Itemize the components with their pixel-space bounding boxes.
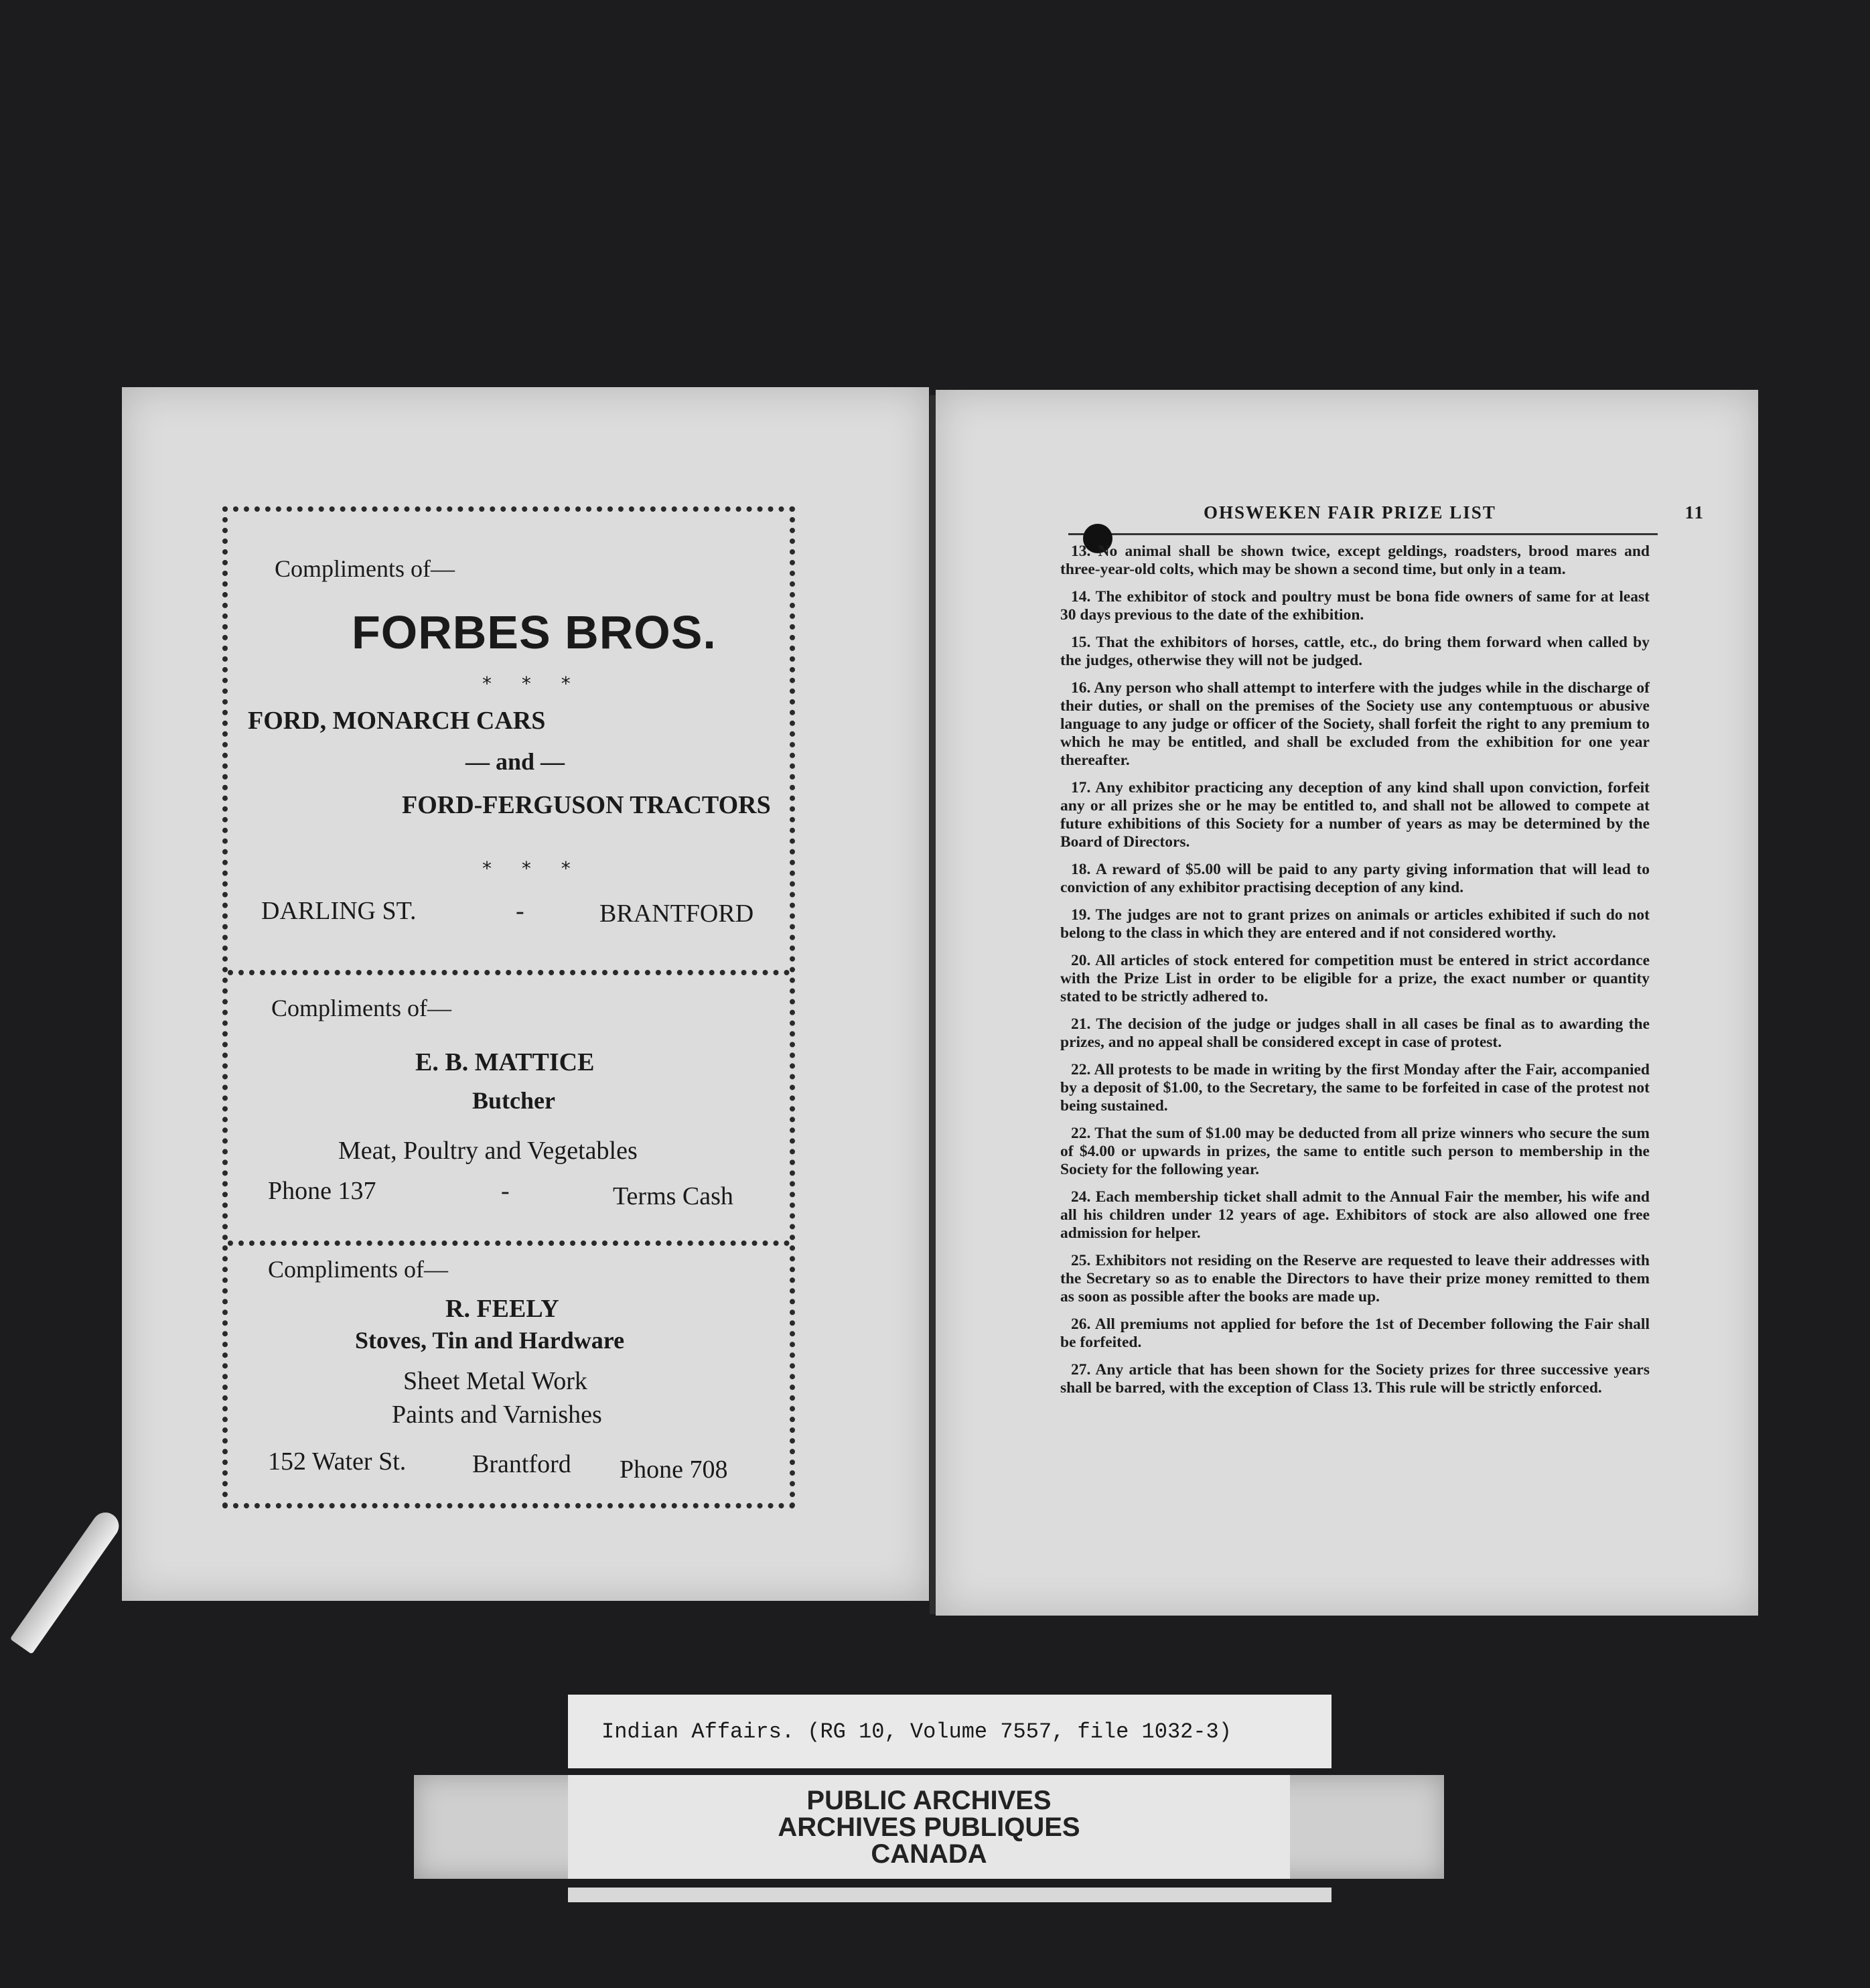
rule-item: 22. That the sum of $1.00 may be deducted from all prize winners who secure the sum of $4.00 or upwards in prizes, the same to entitle such person to membership in the Society for the following year. [1060,1125,1650,1178]
rule-item: 25. Exhibitors not residing on the Reserve are requested to leave their addresses with the Secretary so as to enable the Directors to have their prize money remitted to them as soon as possible after the books are made up. [1060,1252,1650,1305]
ad1-dash: - [516,897,524,925]
rule-item: 20. All articles of stock entered for competition must be entered in strict accordance with the Prize List in order to be eligible for a prize, the exact number or quantity stated to be strictly adhered to. [1060,952,1650,1005]
ad2-phone: Phone 137 [268,1177,376,1205]
rule-item: 26. All premiums not applied for before the 1st of December following the Fair shall be forfeited. [1060,1316,1650,1351]
right-page [936,390,1758,1616]
ad2-dash: - [501,1177,510,1205]
ad1-line3: FORD-FERGUSON TRACTORS [402,791,771,819]
ad3-trade: Stoves, Tin and Hardware [355,1327,625,1354]
page-number: 11 [1684,502,1705,522]
pen-tip [10,1507,124,1654]
running-head [1056,502,1705,529]
ad1-company-name: FORBES BROS. [352,606,717,658]
ad2-terms: Terms Cash [613,1182,733,1210]
stamp-bottom-strip [568,1888,1332,1902]
running-head-title: OHSWEKEN FAIR PRIZE LIST [1204,502,1496,522]
ad3-phone: Phone 708 [620,1456,728,1484]
archive-stamp [414,1775,1444,1879]
ad3-city: Brantford [472,1450,571,1478]
ad-separator [228,1240,790,1246]
rule-item: 27. Any article that has been shown for the Society prizes for three successive years shall be barred, with the exception of Class 13. This rule will be strictly enforced. [1060,1361,1650,1397]
ad-separator [228,970,790,975]
archive-stamp-line1: PUBLIC ARCHIVES [806,1785,1052,1815]
ad1-city: BRANTFORD [599,900,754,928]
archive-stamp-line2: ARCHIVES PUBLIQUES [778,1812,1080,1842]
rules-list [1060,543,1650,1407]
book-spine [930,395,936,1614]
citation-strip [568,1695,1332,1768]
ad2-name: E. B. MATTICE [415,1048,595,1076]
ad1-line1: FORD, MONARCH CARS [248,707,546,735]
rule-item: 24. Each membership ticket shall admit to the Annual Fair the member, his wife and all his children under 12 years of age. Exhibitors of stock are also allowed one free admission for helper. [1060,1188,1650,1242]
ad3-name: R. FEELY [445,1295,559,1323]
ad2-trade: Butcher [472,1087,555,1114]
header-rule [1068,533,1658,535]
rule-item: 21. The decision of the judge or judges shall in all cases be final as to awarding the prizes, and no appeal shall be considered except in case of protest. [1060,1015,1650,1051]
rule-item: 14. The exhibitor of stock and poultry must be bona fide owners of same for at least 30 days previous to the date of the exhibition. [1060,588,1650,624]
ad1-stars-bottom: * * * [482,857,583,879]
rule-item: 15. That the exhibitors of horses, cattle, etc., do bring them forward when called by the judges, otherwise they will not be judged. [1060,634,1650,669]
rule-item: 22. All protests to be made in writing by the first Monday after the Fair, accompanied by a deposit of $1.00, to the Secretary, the same to be forfeited in case of the protest not being sustained. [1060,1061,1650,1115]
ad1-compliments: Compliments of— [275,555,455,582]
ad3-line2: Paints and Varnishes [392,1401,602,1429]
ad3-address: 152 Water St. [268,1447,407,1476]
ad2-compliments: Compliments of— [271,995,451,1021]
rule-item: 18. A reward of $5.00 will be paid to any party giving information that will lead to conviction of any exhibitor practising deception of any kind. [1060,861,1650,896]
ad1-stars-top: * * * [482,672,583,695]
ad1-line2: — and — [465,748,565,775]
archive-stamp-label [568,1775,1290,1879]
rule-item: 19. The judges are not to grant prizes on animals or articles exhibited if such do not belong to the class in which they are entered and if not considered worthy. [1060,906,1650,942]
rule-item: 17. Any exhibitor practicing any deception of any kind shall upon conviction, forfeit any or all prizes she or he may be entitled to, and shall not be allowed to compete at future exhibitions of this Society for a number of years as may be determined by the Board of Directors. [1060,779,1650,851]
left-page [122,387,929,1601]
ad-frame [222,506,795,1508]
citation-text: Indian Affairs. (RG 10, Volume 7557, file 1032-3) [601,1719,1232,1744]
ad3-compliments: Compliments of— [268,1256,448,1283]
rule-item: 13. No animal shall be shown twice, except geldings, roadsters, brood mares and three-year-old colts, which may be shown a second time, but only in a team. [1060,543,1650,578]
ad2-goods: Meat, Poultry and Vegetables [338,1137,638,1165]
ad3-line1: Sheet Metal Work [403,1367,587,1395]
rule-item: 16. Any person who shall attempt to interfere with the judges while in the discharge of their duties, or shall on the premises of the Society use any contemptuous or abusive language to any judge or officer of the Society, shall forfeit the right to any premium to which he may be entitled, and shall be excluded from the exhibition for one year thereafter. [1060,679,1650,769]
archive-stamp-line3: CANADA [871,1839,987,1869]
ad1-street: DARLING ST. [261,897,417,925]
